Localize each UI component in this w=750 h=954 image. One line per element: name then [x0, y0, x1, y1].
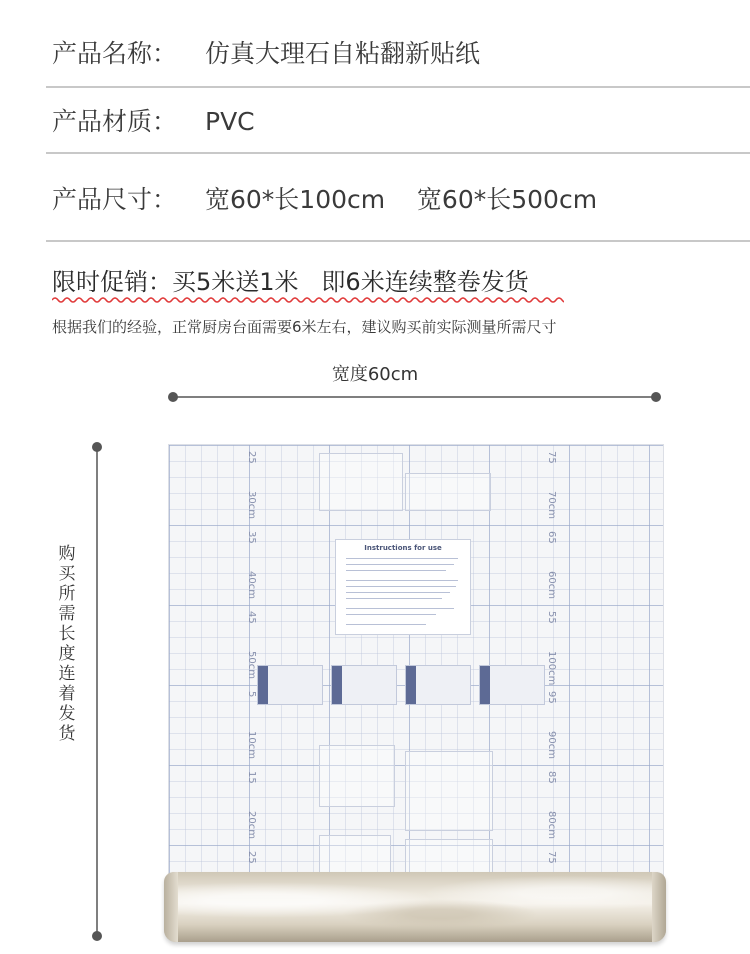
- spec-label-material: 产品材质：: [52, 107, 178, 136]
- ruler-label: 25: [246, 451, 257, 464]
- ruler-label: 40cm: [246, 571, 257, 599]
- ruler-label: 35: [246, 531, 257, 544]
- width-dimension-label: 宽度60cm: [331, 364, 419, 385]
- ruler-label: 55: [546, 611, 557, 624]
- spec-value-size: 宽60*长100cm 宽60*长500cm: [205, 185, 598, 214]
- roll-end-left: [164, 872, 178, 942]
- ruler-label: 10cm: [246, 731, 257, 759]
- step-card: [405, 665, 471, 705]
- ruler-label: 95: [546, 691, 557, 704]
- usage-steps: [257, 665, 547, 703]
- ruler-label: 100cm: [546, 651, 557, 686]
- ruler-label: 90cm: [546, 731, 557, 759]
- promo-text: 限时促销：买5米送1米 即6米连续整卷发货: [52, 268, 529, 296]
- illustration-door: [405, 751, 493, 831]
- illustration-shelf: [319, 745, 395, 807]
- ruler-label: 5: [246, 691, 257, 698]
- spec-value-name: 仿真大理石自粘翻新贴纸: [205, 39, 481, 68]
- ruler-label: 20cm: [246, 811, 257, 839]
- step-card: [257, 665, 323, 705]
- ruler-label: 70cm: [546, 491, 557, 519]
- step-card: [479, 665, 545, 705]
- roll-end-right: [652, 872, 666, 942]
- ruler-label: 65: [546, 531, 557, 544]
- ruler-label: 30cm: [246, 491, 257, 519]
- ruler-label: 45: [246, 611, 257, 624]
- backing-sheet: [168, 444, 664, 886]
- ruler-label: 85: [546, 771, 557, 784]
- ruler-label: 80cm: [546, 811, 557, 839]
- step-card: [331, 665, 397, 705]
- illustration-cabinet: [319, 453, 403, 511]
- ruler-label: 75: [546, 851, 557, 864]
- marble-roll: [164, 872, 666, 942]
- ruler-label: 15: [246, 771, 257, 784]
- product-image: [164, 444, 666, 944]
- spec-value-material: PVC: [205, 107, 255, 136]
- ruler-label: 60cm: [546, 571, 557, 599]
- spec-label-size: 产品尺寸：: [52, 185, 178, 214]
- instructions-title: Instructions for use: [364, 544, 442, 552]
- illustration-counter: [405, 473, 491, 511]
- spec-label-name: 产品名称：: [52, 39, 178, 68]
- measurement-note: 根据我们的经验，正常厨房台面需要6米左右，建议购买前实际测量所需尺寸: [52, 318, 557, 336]
- instructions-box: [335, 539, 471, 635]
- length-dimension-label: 购买所需长度连着发货: [58, 544, 76, 744]
- ruler-label: 50cm: [246, 651, 257, 679]
- ruler-label: 75: [546, 451, 557, 464]
- ruler-label: 25: [246, 851, 257, 864]
- illustration-sink: [319, 835, 391, 877]
